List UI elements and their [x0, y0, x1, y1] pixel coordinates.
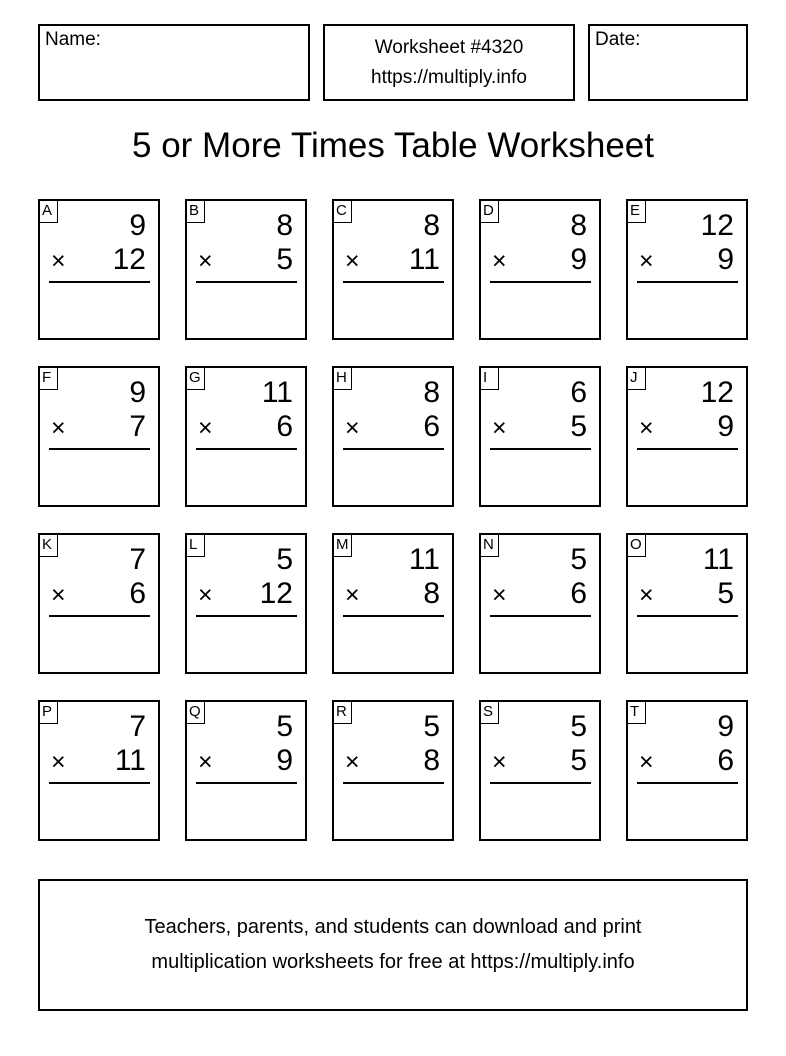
times-sign: ×	[345, 748, 360, 776]
problem-label: A	[38, 199, 58, 223]
times-sign: ×	[639, 414, 654, 442]
multiplier: 12	[112, 243, 146, 276]
problem-card	[626, 533, 748, 674]
problem-card	[332, 366, 454, 507]
multiplier: 6	[570, 577, 587, 610]
problem-label: O	[626, 533, 646, 557]
multiplicand: 6	[570, 376, 587, 409]
problem-card	[626, 199, 748, 340]
problem-label: K	[38, 533, 58, 557]
problem-card	[332, 199, 454, 340]
answer-line	[637, 782, 738, 784]
multiplicand: 7	[129, 710, 146, 743]
problem-card	[185, 700, 307, 841]
footer-line-2: multiplication worksheets for free at https://multiply.info	[151, 951, 635, 973]
multiplicand: 8	[276, 209, 293, 242]
answer-line	[196, 448, 297, 450]
multiplicand: 5	[570, 543, 587, 576]
multiplicand: 7	[129, 543, 146, 576]
multiplicand: 5	[276, 543, 293, 576]
problem-card	[185, 366, 307, 507]
multiplier: 7	[129, 410, 146, 443]
problem-label: T	[626, 700, 646, 724]
problem-card	[332, 700, 454, 841]
answer-line	[196, 782, 297, 784]
problem-card	[38, 366, 160, 507]
times-sign: ×	[51, 414, 66, 442]
multiplicand: 5	[276, 710, 293, 743]
multiplier: 5	[570, 744, 587, 777]
times-sign: ×	[198, 414, 213, 442]
times-sign: ×	[198, 748, 213, 776]
answer-line	[196, 615, 297, 617]
answer-line	[343, 281, 444, 283]
name-field-box	[38, 24, 310, 101]
times-sign: ×	[639, 581, 654, 609]
multiplicand: 9	[129, 209, 146, 242]
problem-card	[38, 533, 160, 674]
answer-line	[637, 448, 738, 450]
times-sign: ×	[345, 581, 360, 609]
problem-card	[185, 533, 307, 674]
problem-label: I	[479, 366, 499, 390]
problem-card	[479, 366, 601, 507]
answer-line	[637, 281, 738, 283]
problem-label: G	[185, 366, 205, 390]
multiplicand: 9	[717, 710, 734, 743]
footer-line-1: Teachers, parents, and students can download and print	[144, 916, 642, 938]
problem-card	[626, 366, 748, 507]
multiplier: 8	[423, 744, 440, 777]
problem-label: M	[332, 533, 352, 557]
multiplicand: 11	[702, 543, 734, 576]
answer-line	[343, 615, 444, 617]
multiplier: 9	[570, 243, 587, 276]
multiplier: 11	[408, 243, 440, 276]
times-sign: ×	[345, 247, 360, 275]
multiplier: 9	[717, 410, 734, 443]
problem-card	[479, 533, 601, 674]
multiplier: 6	[423, 410, 440, 443]
page-title: 5 or More Times Table Worksheet	[132, 126, 654, 165]
multiplier: 5	[717, 577, 734, 610]
answer-line	[490, 448, 591, 450]
worksheet-url: https://multiply.info	[371, 67, 527, 88]
answer-line	[49, 615, 150, 617]
answer-line	[49, 782, 150, 784]
multiplicand: 12	[700, 209, 734, 242]
problem-card	[38, 199, 160, 340]
problem-label: L	[185, 533, 205, 557]
answer-line	[49, 281, 150, 283]
answer-line	[637, 615, 738, 617]
problem-label: B	[185, 199, 205, 223]
date-label: Date:	[595, 29, 641, 50]
date-field-box	[588, 24, 748, 101]
answer-line	[196, 281, 297, 283]
multiplicand: 8	[570, 209, 587, 242]
problem-label: H	[332, 366, 352, 390]
problem-card	[332, 533, 454, 674]
multiplier: 5	[276, 243, 293, 276]
problem-label: N	[479, 533, 499, 557]
answer-line	[490, 281, 591, 283]
problem-label: J	[626, 366, 646, 390]
problem-label: P	[38, 700, 58, 724]
problem-card	[626, 700, 748, 841]
multiplier: 9	[276, 744, 293, 777]
problem-label: Q	[185, 700, 205, 724]
times-sign: ×	[345, 414, 360, 442]
worksheet-info-box	[323, 24, 575, 101]
problem-label: R	[332, 700, 352, 724]
multiplier: 6	[129, 577, 146, 610]
multiplier: 8	[423, 577, 440, 610]
times-sign: ×	[51, 247, 66, 275]
times-sign: ×	[492, 748, 507, 776]
multiplicand: 11	[261, 376, 293, 409]
times-sign: ×	[492, 414, 507, 442]
multiplier: 9	[717, 243, 734, 276]
times-sign: ×	[51, 748, 66, 776]
problem-label: C	[332, 199, 352, 223]
answer-line	[490, 782, 591, 784]
multiplicand: 11	[408, 543, 440, 576]
problem-card	[479, 700, 601, 841]
multiplicand: 8	[423, 376, 440, 409]
multiplicand: 8	[423, 209, 440, 242]
multiplier: 6	[276, 410, 293, 443]
problem-label: D	[479, 199, 499, 223]
times-sign: ×	[51, 581, 66, 609]
times-sign: ×	[639, 748, 654, 776]
times-sign: ×	[198, 247, 213, 275]
problem-label: F	[38, 366, 58, 390]
multiplier: 12	[259, 577, 293, 610]
multiplicand: 5	[423, 710, 440, 743]
name-label: Name:	[45, 29, 101, 50]
footer-box	[38, 879, 748, 1011]
problem-label: S	[479, 700, 499, 724]
answer-line	[343, 448, 444, 450]
times-sign: ×	[492, 581, 507, 609]
multiplier: 11	[114, 744, 146, 777]
multiplicand: 12	[700, 376, 734, 409]
multiplier: 5	[570, 410, 587, 443]
answer-line	[343, 782, 444, 784]
times-sign: ×	[492, 247, 507, 275]
multiplicand: 5	[570, 710, 587, 743]
worksheet-number: Worksheet #4320	[374, 37, 524, 58]
problem-card	[479, 199, 601, 340]
problem-card	[185, 199, 307, 340]
multiplier: 6	[717, 744, 734, 777]
times-sign: ×	[198, 581, 213, 609]
problem-label: E	[626, 199, 646, 223]
multiplicand: 9	[129, 376, 146, 409]
problem-card	[38, 700, 160, 841]
answer-line	[490, 615, 591, 617]
times-sign: ×	[639, 247, 654, 275]
answer-line	[49, 448, 150, 450]
